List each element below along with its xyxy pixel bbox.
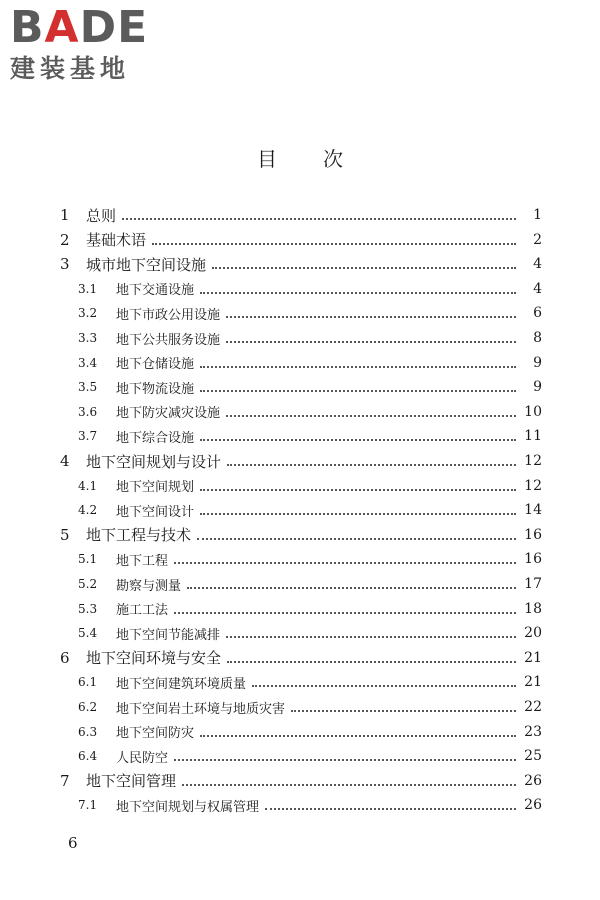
- toc-entry-label: 地下工程: [116, 553, 169, 569]
- toc-leader-dots: [226, 316, 516, 318]
- toc-entry-number: 5.2: [78, 577, 98, 591]
- toc-entry[interactable]: [0, 203, 600, 227]
- toc-entry[interactable]: [0, 572, 600, 596]
- logo-letter-b: B: [10, 2, 45, 53]
- toc-entry-number: 5: [60, 525, 70, 544]
- toc-leader-dots: [212, 267, 516, 269]
- toc-entry-page: 6: [533, 305, 542, 322]
- toc-entry-number: 6: [60, 648, 70, 667]
- toc-entry-label: 地下公共服务设施: [116, 332, 221, 348]
- toc-entry-number: 4: [60, 452, 70, 470]
- toc-entry-label: 地下空间规划与设计: [86, 452, 222, 471]
- toc-entry-number: 3.3: [78, 331, 98, 345]
- toc-leader-dots: [200, 390, 516, 392]
- toc-entry[interactable]: [0, 424, 600, 448]
- toc-entry-page: 14: [524, 502, 542, 519]
- toc-entry[interactable]: [0, 769, 600, 793]
- toc-leader-dots: [152, 243, 516, 245]
- toc-entry-page: 22: [524, 699, 542, 715]
- toc-entry-number: 6.3: [78, 724, 98, 739]
- toc-entry-label: 施工工法: [116, 603, 169, 619]
- toc-leader-dots: [226, 341, 516, 343]
- toc-entry-number: 6.1: [78, 675, 98, 690]
- toc-entry-label: 人民防空: [116, 750, 169, 766]
- toc-entry[interactable]: [0, 720, 600, 744]
- toc-leader-dots: [187, 587, 516, 589]
- toc-entry-label: 地下空间建筑环境质量: [116, 676, 247, 692]
- toc-entry-label: 地下综合设施: [116, 430, 195, 446]
- toc-entry-number: 3.6: [78, 404, 98, 419]
- toc-entry-number: 5.3: [78, 601, 98, 616]
- toc-leader-dots: [226, 415, 516, 417]
- toc-entry-number: 3: [60, 255, 70, 274]
- toc-leader-dots: [227, 464, 516, 466]
- toc-entry-number: 6.4: [78, 749, 98, 764]
- toc-entry-page: 8: [533, 330, 542, 346]
- toc-entry-page: 11: [524, 428, 542, 445]
- toc-entry[interactable]: [0, 597, 600, 621]
- toc-entry-label: 地下空间设计: [116, 504, 195, 520]
- toc-entry[interactable]: [0, 375, 600, 399]
- toc-entry-page: 16: [524, 551, 542, 568]
- toc-entry-number: 3.2: [78, 306, 98, 321]
- toc-entry-number: 5.1: [78, 552, 98, 567]
- toc-entry-label: 地下空间防灾: [116, 726, 195, 742]
- toc-entry-page: 9: [533, 379, 542, 396]
- toc-entry-page: 10: [524, 403, 542, 420]
- toc-entry-page: 4: [533, 280, 542, 297]
- toc-entry-label: 地下空间规划: [116, 480, 195, 496]
- toc-entry-label: 总则: [86, 206, 117, 225]
- toc-entry-label: 地下市政公用设施: [116, 307, 221, 323]
- toc-entry[interactable]: [0, 326, 600, 350]
- toc-entry-page: 4: [533, 256, 542, 273]
- toc-entry-label: 地下仓储设施: [116, 357, 195, 373]
- logo-subtitle: 建装基地: [10, 54, 131, 83]
- logo-wordmark: [10, 2, 175, 53]
- toc-entry-page: 23: [524, 723, 542, 740]
- toc-entry-label: 城市地下空间设施: [86, 255, 207, 274]
- toc-entry-page: 26: [524, 772, 542, 789]
- toc-leader-dots: [200, 439, 516, 441]
- toc-entry-number: 4.2: [78, 503, 98, 518]
- toc-entry[interactable]: [0, 670, 600, 694]
- toc-entry[interactable]: [0, 277, 600, 301]
- toc-entry-page: 12: [524, 477, 542, 494]
- page-title: 目次: [257, 147, 389, 171]
- toc-entry-label: 地下防灾减灾设施: [116, 406, 221, 422]
- toc-entry-label: 地下交通设施: [116, 283, 195, 299]
- toc-leader-dots: [200, 513, 516, 515]
- toc-leader-dots: [200, 366, 516, 368]
- toc-leader-dots: [200, 735, 516, 737]
- toc-entry[interactable]: [0, 252, 600, 276]
- toc-leader-dots: [252, 685, 516, 687]
- toc-entry-page: 2: [533, 231, 542, 248]
- toc-entry[interactable]: [0, 228, 600, 252]
- toc-entry[interactable]: [0, 695, 600, 719]
- toc-entry-label: 勘察与测量: [116, 578, 182, 594]
- toc-entry-label: 地下物流设施: [116, 381, 195, 397]
- toc-entry-page: 9: [533, 354, 542, 371]
- toc-leader-dots: [226, 636, 516, 638]
- toc-entry-page: 16: [524, 526, 542, 543]
- toc-entry[interactable]: [0, 646, 600, 670]
- toc-entry-label: 地下空间规划与权属管理: [116, 799, 260, 815]
- toc-entry[interactable]: [0, 301, 600, 325]
- toc-entry-number: 3.4: [78, 355, 98, 370]
- page-number: 6: [68, 834, 78, 852]
- toc-leader-dots: [182, 784, 516, 786]
- toc-entry-number: 3.1: [78, 281, 98, 296]
- toc-leader-dots: [227, 661, 516, 663]
- toc-entry-page: 12: [524, 453, 542, 469]
- toc-entry[interactable]: [0, 523, 600, 547]
- toc-leader-dots: [174, 612, 516, 614]
- toc-entry-page: 26: [524, 797, 542, 814]
- toc-entry-page: 18: [524, 600, 542, 617]
- toc-entry-number: 6.2: [78, 700, 98, 714]
- toc-entry[interactable]: [0, 547, 600, 571]
- toc-entry[interactable]: [0, 449, 600, 473]
- toc-entry-number: 3.7: [78, 429, 98, 444]
- toc-entry[interactable]: [0, 793, 600, 817]
- toc-entry-number: 4.1: [78, 478, 98, 493]
- toc-entry-label: 地下空间环境与安全: [86, 649, 222, 668]
- toc-leader-dots: [291, 710, 516, 712]
- toc-entry-page: 21: [524, 674, 542, 691]
- toc-entry-number: 7.1: [78, 798, 98, 813]
- toc-entry-label: 地下工程与技术: [86, 526, 192, 545]
- toc-entry[interactable]: [0, 474, 600, 498]
- logo: [10, 2, 175, 84]
- logo-letters-de: DE: [79, 2, 149, 53]
- toc-entry-page: 21: [524, 649, 542, 666]
- toc-entry[interactable]: [0, 744, 600, 768]
- toc-entry-page: 20: [524, 625, 542, 642]
- logo-letter-a: A: [44, 2, 80, 53]
- toc-leader-dots: [197, 538, 516, 540]
- toc-leader-dots: [174, 759, 516, 761]
- toc-entry-number: 3.5: [78, 380, 98, 395]
- toc-leader-dots: [265, 808, 516, 810]
- toc-entry[interactable]: [0, 621, 600, 645]
- toc-leader-dots: [200, 292, 516, 294]
- toc-entry-number: 1: [60, 206, 70, 224]
- toc-entry-number: 5.4: [78, 626, 98, 641]
- toc-entry-page: 17: [524, 576, 542, 592]
- toc-entry-number: 7: [60, 771, 70, 790]
- toc-entry-page: 1: [533, 207, 542, 223]
- toc-entry-label: 基础术语: [86, 231, 147, 250]
- toc-leader-dots: [200, 489, 516, 491]
- toc-entry[interactable]: [0, 351, 600, 375]
- toc-leader-dots: [174, 562, 516, 564]
- toc-entry[interactable]: [0, 400, 600, 424]
- toc-entry[interactable]: [0, 498, 600, 522]
- toc-entry-label: 地下空间岩土环境与地质灾害: [116, 701, 286, 717]
- toc-entry-number: 2: [60, 230, 70, 249]
- toc-entry-label: 地下空间节能减排: [116, 627, 221, 643]
- toc-entry-page: 25: [524, 748, 542, 765]
- toc-leader-dots: [122, 218, 516, 220]
- toc-entry-label: 地下空间管理: [86, 772, 177, 791]
